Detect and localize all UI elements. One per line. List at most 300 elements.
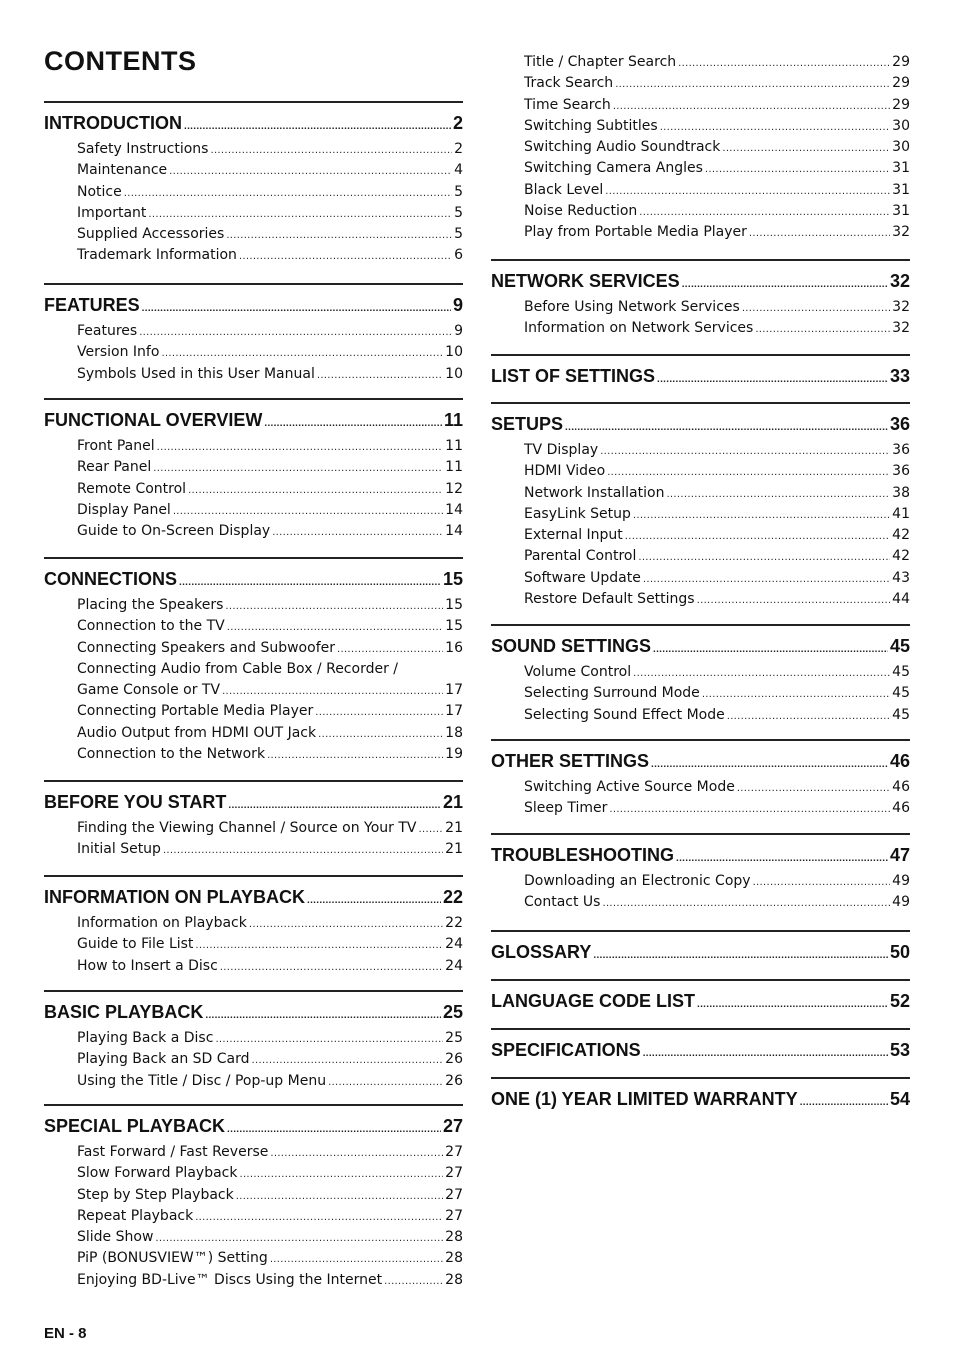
entry-title: Restore Default Settings [524,591,695,608]
toc-entry[interactable] [44,245,463,266]
toc-section-heading[interactable] [491,845,910,871]
dot-leader [657,374,888,385]
page-ref: 31 [892,160,910,177]
page-ref: 26 [445,1072,463,1089]
entry-title: Notice [77,183,122,200]
toc-entry[interactable] [44,1163,463,1184]
toc-entry[interactable] [44,1142,463,1163]
page-ref: 9 [452,295,463,315]
page-ref: 53 [889,1040,910,1060]
toc-entry[interactable] [44,224,463,245]
toc-entry[interactable] [44,839,463,860]
dot-leader [184,121,451,132]
page-ref: 12 [445,480,463,497]
toc-entry[interactable] [491,892,910,913]
entry-title: Downloading an Electronic Copy [524,873,751,889]
page-ref: 32 [889,271,910,291]
page-ref: 30 [892,139,910,156]
toc-entry[interactable] [44,364,463,385]
page-ref: 43 [892,569,910,586]
toc-entry[interactable] [44,638,463,659]
entry-title: Information on Network Services [524,320,754,337]
toc-section [44,875,463,977]
dot-leader [678,53,890,73]
section-title: BEFORE YOU START [44,792,227,812]
dot-leader [157,437,444,457]
toc-entry[interactable] [44,595,463,616]
toc-entry[interactable] [491,461,910,482]
page-ref: 45 [892,706,910,723]
entry-title: Supplied Accessories [77,226,225,243]
toc-entry[interactable] [491,297,910,318]
page-ref: 27 [445,1144,463,1160]
page-ref: 41 [892,505,910,522]
toc-entry[interactable] [44,139,463,160]
dot-leader [155,1228,443,1248]
toc-entry[interactable] [491,180,910,201]
page-ref: 21 [442,792,463,812]
dot-leader [205,1010,441,1021]
toc-entry[interactable] [491,525,910,546]
page-ref: 33 [889,366,910,386]
page-ref: 5 [454,183,463,200]
page-ref: 54 [889,1089,910,1109]
toc-entry[interactable] [44,479,463,500]
toc-entry[interactable] [44,1185,463,1206]
entry-title: Track Search [524,75,614,92]
section-title: BASIC PLAYBACK [44,1002,204,1022]
toc-section-heading[interactable] [491,414,910,440]
dot-leader [239,246,452,266]
dot-leader [638,547,890,567]
toc-entry[interactable] [491,201,910,222]
dot-leader [593,950,888,961]
page-ref: 21 [445,841,463,858]
page-ref: 32 [892,320,910,337]
toc-entry[interactable] [44,616,463,637]
entry-title: Contact Us [524,894,601,911]
dot-leader [653,644,888,655]
entry-title: Enjoying BD-Live™ Discs Using the Internet [77,1271,383,1288]
toc-entry[interactable] [44,1227,463,1248]
toc-section-heading[interactable] [491,751,910,777]
dot-leader [705,159,890,179]
entry-title: Connection to the TV [77,618,225,635]
entry-title: Sleep Timer [524,800,608,817]
page-title: CONTENTS [44,46,197,76]
toc-section-heading[interactable] [44,1116,463,1142]
toc-entry[interactable] [44,744,463,765]
toc-section-heading[interactable] [44,569,463,595]
dot-leader [318,724,443,744]
dot-leader [682,279,888,290]
entry-title: Connecting Portable Media Player [77,703,314,720]
toc-entry[interactable] [491,683,910,704]
dot-leader [722,138,890,158]
section-title: INFORMATION ON PLAYBACK [44,887,305,907]
entry-title: Initial Setup [77,841,161,858]
toc-entry[interactable] [44,659,463,680]
dot-leader [270,1249,443,1269]
toc-section [491,833,910,914]
dot-leader [161,343,443,363]
page-ref: 28 [445,1271,463,1288]
page-ref: 22 [442,887,463,907]
entry-title: Switching Camera Angles [524,160,703,177]
dot-leader [613,96,890,116]
entry-title: How to Insert a Disc [77,957,218,974]
page-ref: 47 [889,845,910,865]
dot-leader [169,161,452,181]
page-ref: 36 [889,414,910,434]
page-ref: 28 [445,1250,463,1267]
page-ref: 5 [454,226,463,243]
toc-section-heading[interactable] [491,366,910,392]
dot-leader [222,681,443,701]
page-ref: 6 [454,247,463,264]
dot-leader [697,999,888,1010]
dot-leader [264,418,442,429]
toc-section [491,354,910,392]
toc-section [44,1104,463,1291]
toc-section [491,1028,910,1066]
entry-title: EasyLink Setup [524,505,631,522]
entry-title: Play from Portable Media Player [524,224,747,241]
page-ref: 15 [445,597,463,613]
dot-leader [236,1186,443,1206]
toc-entry[interactable] [44,701,463,722]
dot-leader [267,745,443,765]
entry-title: Before Using Network Services [524,299,740,315]
entry-title: Slow Forward Playback [77,1165,238,1182]
entry-title: Maintenance [77,162,168,179]
page-ref: 15 [445,618,463,635]
entry-title: Selecting Surround Mode [524,685,700,702]
dot-leader [227,617,443,637]
page-ref: 14 [445,501,463,518]
toc-section-heading[interactable] [44,887,463,913]
entry-title: Version Info [77,344,160,361]
page-ref: 38 [892,484,910,501]
dot-leader [800,1097,888,1108]
toc-entry[interactable] [44,680,463,701]
page-ref: 11 [443,410,463,430]
page-ref: 17 [445,703,463,720]
page-ref: 11 [445,438,463,454]
toc-entry[interactable] [491,798,910,819]
section-title: GLOSSARY [491,942,592,962]
dot-leader [220,957,443,977]
entry-title: Switching Audio Soundtrack [524,139,721,156]
toc-section [44,557,463,765]
page-ref: 29 [892,54,910,70]
toc-section [491,402,910,610]
toc-section [491,930,910,968]
page-ref: 50 [889,942,910,962]
toc-entry[interactable] [491,871,910,892]
toc-entry[interactable] [491,116,910,137]
dot-leader [742,298,890,318]
page-ref: 17 [445,682,463,699]
entry-title: Information on Playback [77,915,247,931]
page-ref: 27 [442,1116,463,1136]
toc-entry[interactable] [491,158,910,179]
entry-title: Remote Control [77,480,187,497]
dot-leader [609,799,890,819]
entry-title: Fast Forward / Fast Reverse [77,1144,269,1160]
page-ref: 32 [892,299,910,315]
toc-entry[interactable] [44,934,463,955]
entry-title: Audio Output from HDMI OUT Jack [77,724,317,741]
page-ref: 46 [892,779,910,795]
entry-title: Title / Chapter Search [524,54,677,70]
dot-leader [215,1029,443,1049]
toc-entry[interactable] [44,342,463,363]
toc-entry[interactable] [44,818,463,839]
dot-leader [226,225,452,245]
page-ref: 2 [452,113,463,133]
dot-leader [225,596,443,616]
toc-section-heading[interactable] [491,271,910,297]
toc-entry[interactable] [44,182,463,203]
toc-entry[interactable] [491,662,910,683]
dot-leader [600,441,890,461]
entry-title: PiP (BONUSVIEW™) Setting [77,1250,268,1267]
toc-section [44,101,463,267]
entry-title: Step by Step Playback [77,1186,234,1203]
dot-leader [605,181,890,201]
dot-leader [697,590,891,610]
dot-leader [239,1164,443,1184]
entry-title: External Input [524,527,623,544]
entry-title: Switching Active Source Mode [524,779,735,795]
dot-leader [163,840,443,860]
section-title: SOUND SETTINGS [491,636,652,656]
dot-leader [702,684,890,704]
toc-entry[interactable] [44,956,463,977]
toc-section-heading[interactable] [491,636,910,662]
toc-entry[interactable] [491,440,910,461]
dot-leader [252,1050,444,1070]
page-ref: 42 [892,548,910,565]
page-ref: 46 [889,751,910,771]
toc-entry[interactable] [491,483,910,504]
page-ref: 45 [892,664,910,680]
toc-section-heading[interactable] [44,1002,463,1028]
section-title: NETWORK SERVICES [491,271,680,291]
page-ref: 10 [445,365,463,382]
dot-leader [625,526,890,546]
dot-leader [565,422,888,433]
toc-entry[interactable] [44,913,463,934]
entry-title: Software Update [524,569,641,586]
page-ref: 45 [889,636,910,656]
toc-entry[interactable] [491,777,910,798]
page-ref: 25 [445,1030,463,1046]
page-ref: 19 [445,746,463,763]
dot-leader [419,819,444,839]
page-ref: 18 [445,724,463,741]
dot-leader [139,322,452,342]
page-number: EN - 8 [44,1325,87,1342]
toc-entry[interactable] [44,436,463,457]
entry-title: Game Console or TV [77,682,221,699]
entry-title: HDMI Video [524,463,606,480]
toc-entry[interactable] [44,203,463,224]
page-ref: 10 [445,344,463,361]
entry-title: Using the Title / Disc / Pop-up Menu [77,1072,327,1089]
toc-entry[interactable] [44,1028,463,1049]
toc-entry[interactable] [44,457,463,478]
toc-entry[interactable] [491,222,910,243]
toc-entry[interactable] [491,137,910,158]
entry-title: Guide to File List [77,936,194,953]
page-ref: 21 [445,820,463,836]
page-ref: 16 [445,639,463,656]
toc-entry[interactable] [44,321,463,342]
toc-section [44,283,463,385]
page-ref: 36 [892,463,910,480]
section-title: CONNECTIONS [44,569,178,589]
dot-leader [755,319,890,339]
dot-leader [307,895,441,906]
toc-section-heading[interactable] [491,942,910,968]
toc-section-heading[interactable] [44,410,463,436]
section-title: ONE (1) YEAR LIMITED WARRANTY [491,1089,798,1109]
page-ref: 27 [445,1186,463,1203]
page-ref: 25 [442,1002,463,1022]
toc-entry[interactable] [44,1071,463,1092]
page-ref: 49 [892,894,910,911]
dot-leader [210,140,452,160]
page-ref: 4 [454,162,463,179]
dot-leader [272,522,443,542]
page-ref: 11 [445,459,463,476]
toc-entry[interactable] [491,568,910,589]
dot-leader [615,74,890,94]
toc-entry[interactable] [491,318,910,339]
entry-title: Selecting Sound Effect Mode [524,706,725,723]
toc-section [44,990,463,1092]
dot-leader [727,706,890,726]
dot-leader [337,639,443,659]
page-ref: 24 [445,957,463,974]
entry-title: Parental Control [524,548,637,565]
dot-leader [602,893,890,913]
section-title: SPECIFICATIONS [491,1040,641,1060]
dot-leader [195,935,443,955]
dot-leader [228,800,441,811]
dot-leader [607,462,890,482]
toc-entry[interactable] [491,589,910,610]
toc-entry[interactable] [44,1248,463,1269]
dot-leader [195,1207,443,1227]
dot-leader [633,505,890,525]
dot-leader [651,759,888,770]
entry-title: TV Display [524,442,599,458]
toc-entry[interactable] [491,95,910,116]
section-title: LIST OF SETTINGS [491,366,656,386]
toc-section-heading[interactable] [44,295,463,321]
dot-leader [643,1048,888,1059]
entry-title: Guide to On-Screen Display [77,523,271,540]
toc-entry[interactable] [491,73,910,94]
page-ref: 45 [892,685,910,702]
entry-title: Black Level [524,181,604,198]
entry-title: Connection to the Network [77,746,266,763]
entry-title: Noise Reduction [524,203,638,220]
toc-entry[interactable] [491,504,910,525]
page-ref: 14 [445,523,463,540]
entry-title: Finding the Viewing Channel / Source on Your TV [77,820,417,836]
toc-entry[interactable] [44,1049,463,1070]
page-ref: 31 [892,203,910,220]
entry-title: Symbols Used in this User Manual [77,365,315,382]
dot-leader [633,663,890,683]
toc-section-heading[interactable] [44,792,463,818]
page-ref: 29 [892,96,910,113]
toc-entry[interactable] [44,723,463,744]
section-title: INTRODUCTION [44,113,182,133]
page-ref: 52 [889,991,910,1011]
page-ref: 44 [892,591,910,608]
toc-entry[interactable] [44,1206,463,1227]
entry-title: Network Installation [524,484,665,501]
toc-section [491,979,910,1017]
toc-entry[interactable] [491,546,910,567]
page-ref: 42 [892,527,910,544]
toc-entry[interactable] [44,1270,463,1291]
dot-leader [328,1072,443,1092]
entry-title: Playing Back a Disc [77,1030,214,1046]
toc-section [491,1077,910,1115]
page-ref: 32 [892,224,910,241]
toc-entry[interactable] [44,160,463,181]
toc-entry[interactable] [491,52,910,73]
page-ref: 22 [445,915,463,931]
dot-leader [676,853,888,864]
entry-title: Slide Show [77,1229,154,1246]
dot-leader [737,778,890,798]
toc-section [44,780,463,861]
toc-section-heading[interactable] [491,1089,910,1115]
toc-entry[interactable] [44,500,463,521]
page-ref: 9 [454,323,463,339]
toc-section [491,259,910,340]
toc-section [491,624,910,726]
dot-leader [660,117,890,137]
dot-leader [188,480,443,500]
toc-section-heading[interactable] [44,113,463,139]
toc-section-heading[interactable] [491,1040,910,1066]
entry-title: Front Panel [77,438,155,454]
dot-leader [179,577,441,588]
dot-leader [124,183,452,203]
page-ref: 5 [454,204,463,221]
toc-entry[interactable] [44,521,463,542]
page-ref: 36 [892,442,910,458]
dot-leader [153,458,443,478]
toc-section [491,739,910,820]
toc-section-heading[interactable] [491,991,910,1017]
dot-leader [317,365,443,385]
section-title: OTHER SETTINGS [491,751,650,771]
toc-entry[interactable] [491,705,910,726]
dot-leader [227,1124,441,1135]
dot-leader [148,204,452,224]
page-ref: 26 [445,1051,463,1068]
entry-title: Switching Subtitles [524,117,658,134]
